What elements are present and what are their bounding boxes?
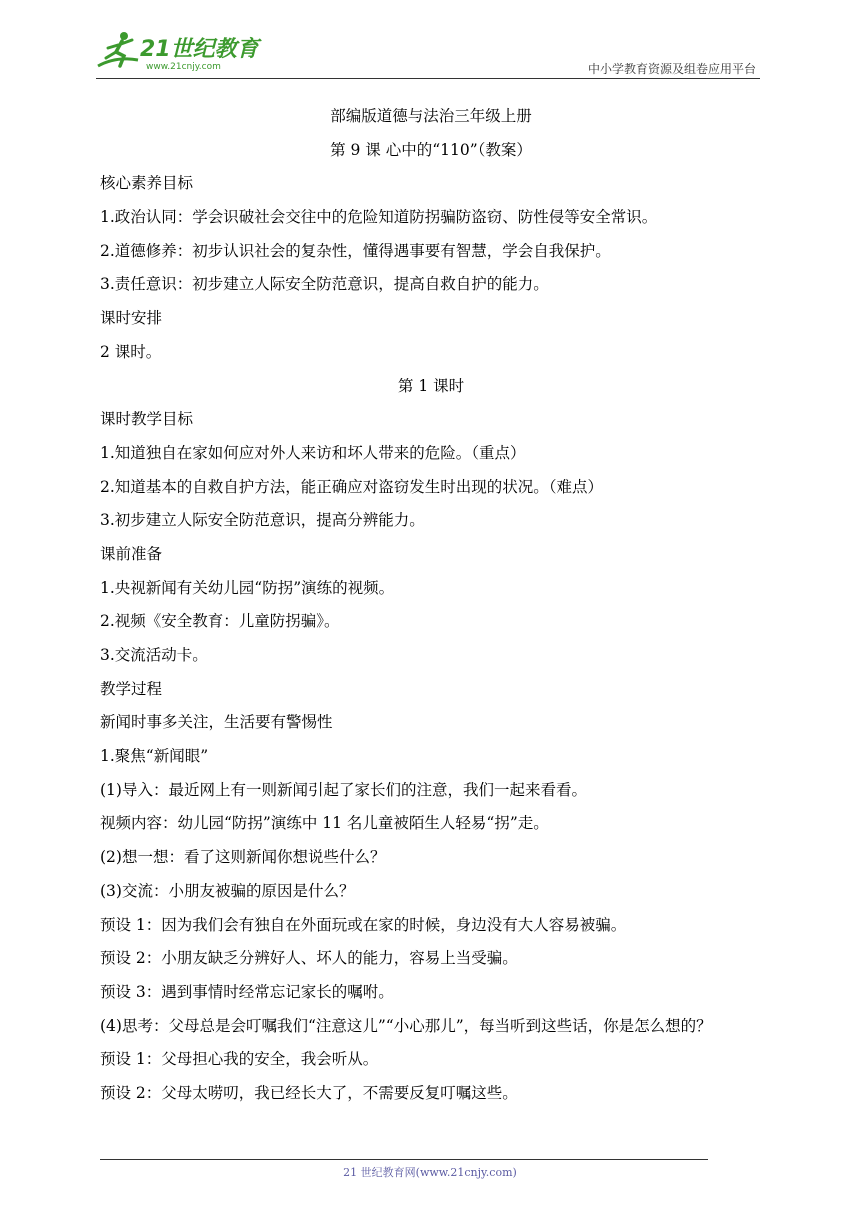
text-line: 3.交流活动卡。 xyxy=(100,646,208,664)
text-line: (2)想一想：看了这则新闻你想说些什么？ xyxy=(100,848,386,867)
text-line: (3)交流：小朋友被骗的原因是什么？ xyxy=(100,881,355,900)
text-paragraph: (4)思考：父母总是会叮嘱我们“注意这儿”“小心那儿”，每当听到这些话，你是怎么想的？ xyxy=(100,1016,712,1035)
text-line: 预设 2：小朋友缺乏分辨好人、坏人的能力，容易上当受骗。 xyxy=(100,949,518,968)
text-line: 2 课时。 xyxy=(100,342,162,361)
text-line: 预设 1：因为我们会有独自在外面玩或在家的时候，身边没有大人容易被骗。 xyxy=(100,915,627,934)
text-line: 3.责任意识：初步建立人际安全防范意识，提高自救自护的能力。 xyxy=(100,275,549,294)
text-line: 预设 1：父母担心我的安全，我会听从。 xyxy=(100,1050,379,1069)
lesson-section xyxy=(100,403,762,1009)
text-line: 视频内容：幼儿园“防拐”演练中 11 名儿童被陌生人轻易“拐”走。 xyxy=(100,814,549,833)
document-subtitle: 第 9 课 心中的“110”（教案） xyxy=(330,140,532,159)
page-header xyxy=(0,0,860,80)
text-line: 教学过程 xyxy=(100,679,163,698)
text-line: 2.道德修养：初步认识社会的复杂性，懂得遇事要有智慧，学会自我保护。 xyxy=(100,241,611,260)
text-line: 预设 2：父母太唠叨，我已经长大了，不需要反复叮嘱这些。 xyxy=(100,1083,518,1102)
text-line: 1.知道独自在家如何应对外人来访和坏人带来的危险。（重点） xyxy=(100,443,526,462)
text-line: 预设 3：遇到事情时经常忘记家长的嘱咐。 xyxy=(100,982,394,1001)
document-title: 部编版道德与法治三年级上册 xyxy=(330,107,532,125)
document-body xyxy=(100,100,762,1111)
logo-text: 21世纪教育 xyxy=(140,37,259,62)
header-divider xyxy=(96,78,760,79)
text-line: 1.央视新闻有关幼儿园“防拐”演练的视频。 xyxy=(100,578,395,597)
lesson-title: 第 1 课时 xyxy=(397,376,465,395)
text-line: 课前准备 xyxy=(100,544,163,563)
objectives-section xyxy=(100,167,762,369)
footer-divider xyxy=(100,1159,708,1160)
text-line: 新闻时事多关注，生活要有警惕性 xyxy=(100,713,333,732)
text-line: 1.聚焦“新闻眼” xyxy=(100,747,209,766)
text-line: 课时安排 xyxy=(100,309,163,328)
text-line: 3.初步建立人际安全防范意识，提高分辨能力。 xyxy=(100,511,425,530)
text-line: 2.知道基本的自救自护方法，能正确应对盗窃发生时出现的状况。（难点） xyxy=(100,477,604,496)
text-line: 课时教学目标 xyxy=(100,410,194,429)
text-line: 2.视频《安全教育：儿童防拐骗》。 xyxy=(100,612,340,631)
runner-icon xyxy=(94,30,144,76)
logo-url: www.21cnjy.com xyxy=(146,62,221,72)
text-line: 1.政治认同：学会识破社会交往中的危险知道防拐骗防盗窃、防性侵等安全常识。 xyxy=(100,208,658,227)
site-logo xyxy=(94,30,264,78)
header-tagline: 中小学教育资源及组卷应用平台 xyxy=(587,62,756,76)
text-line: (1)导入：最近网上有一则新闻引起了家长们的注意，我们一起来看看。 xyxy=(100,780,587,799)
text-line: 核心素养目标 xyxy=(100,174,194,193)
page-footer: 21 世纪教育网(www.21cnjy.com) xyxy=(343,1166,517,1179)
